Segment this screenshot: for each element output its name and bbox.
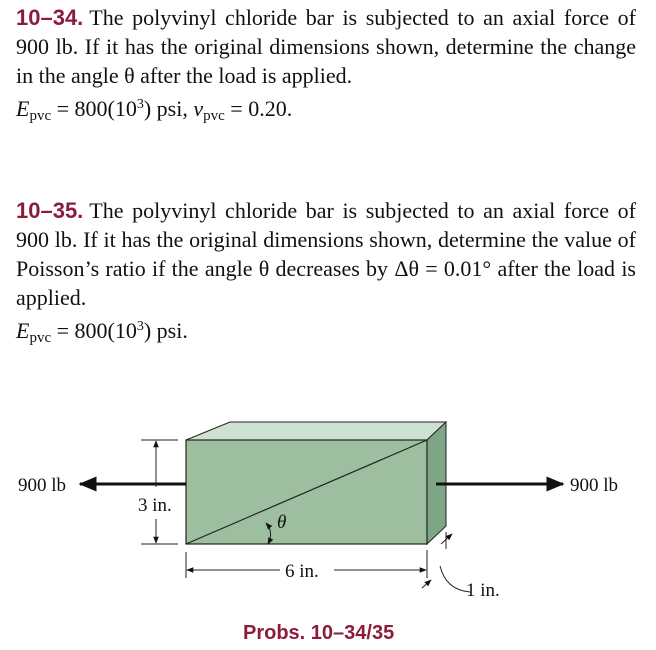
modulus-value-suffix: ) psi,	[143, 96, 194, 121]
modulus-value-prefix: = 800(10	[51, 96, 137, 121]
modulus-exponent: 3	[136, 319, 144, 334]
modulus-exponent: 3	[136, 97, 144, 112]
modulus-subscript: pvc	[29, 330, 52, 346]
problem-statement: The polyvinyl chloride bar is subjected to an axial force of 900 lb. If it has the original dimensions shown, determine the change in the angle θ after the load is applied.	[16, 5, 636, 88]
height-label: 3 in.	[138, 495, 172, 516]
modulus-subscript: pvc	[29, 108, 52, 124]
problem-number: 10–34.	[16, 5, 84, 30]
poisson-symbol: ν	[193, 96, 204, 121]
poisson-value: = 0.20.	[224, 96, 293, 121]
length-label: 6 in.	[285, 561, 319, 582]
poisson-subscript: pvc	[203, 108, 225, 124]
force-right-label: 900 lb	[570, 475, 619, 496]
modulus-symbol: E	[16, 318, 30, 343]
problem-statement: The polyvinyl chloride bar is subjected to an axial force of 900 lb. If it has the original dimensions shown, determine the value of Poisson’s ratio if the angle θ decreases by Δθ = 0.01° after the load is applied.	[16, 198, 636, 310]
block-top-face	[186, 422, 446, 440]
force-left-label: 900 lb	[18, 475, 67, 496]
modulus-symbol: E	[16, 96, 30, 121]
figure-caption: Probs. 10–34/35	[243, 622, 395, 644]
angle-theta-label: θ	[277, 512, 287, 533]
modulus-value-suffix: ) psi.	[143, 318, 188, 343]
problem-number: 10–35.	[16, 198, 84, 223]
depth-label: 1 in.	[466, 580, 500, 601]
modulus-value-prefix: = 800(10	[51, 318, 137, 343]
height-dimension	[141, 440, 178, 544]
